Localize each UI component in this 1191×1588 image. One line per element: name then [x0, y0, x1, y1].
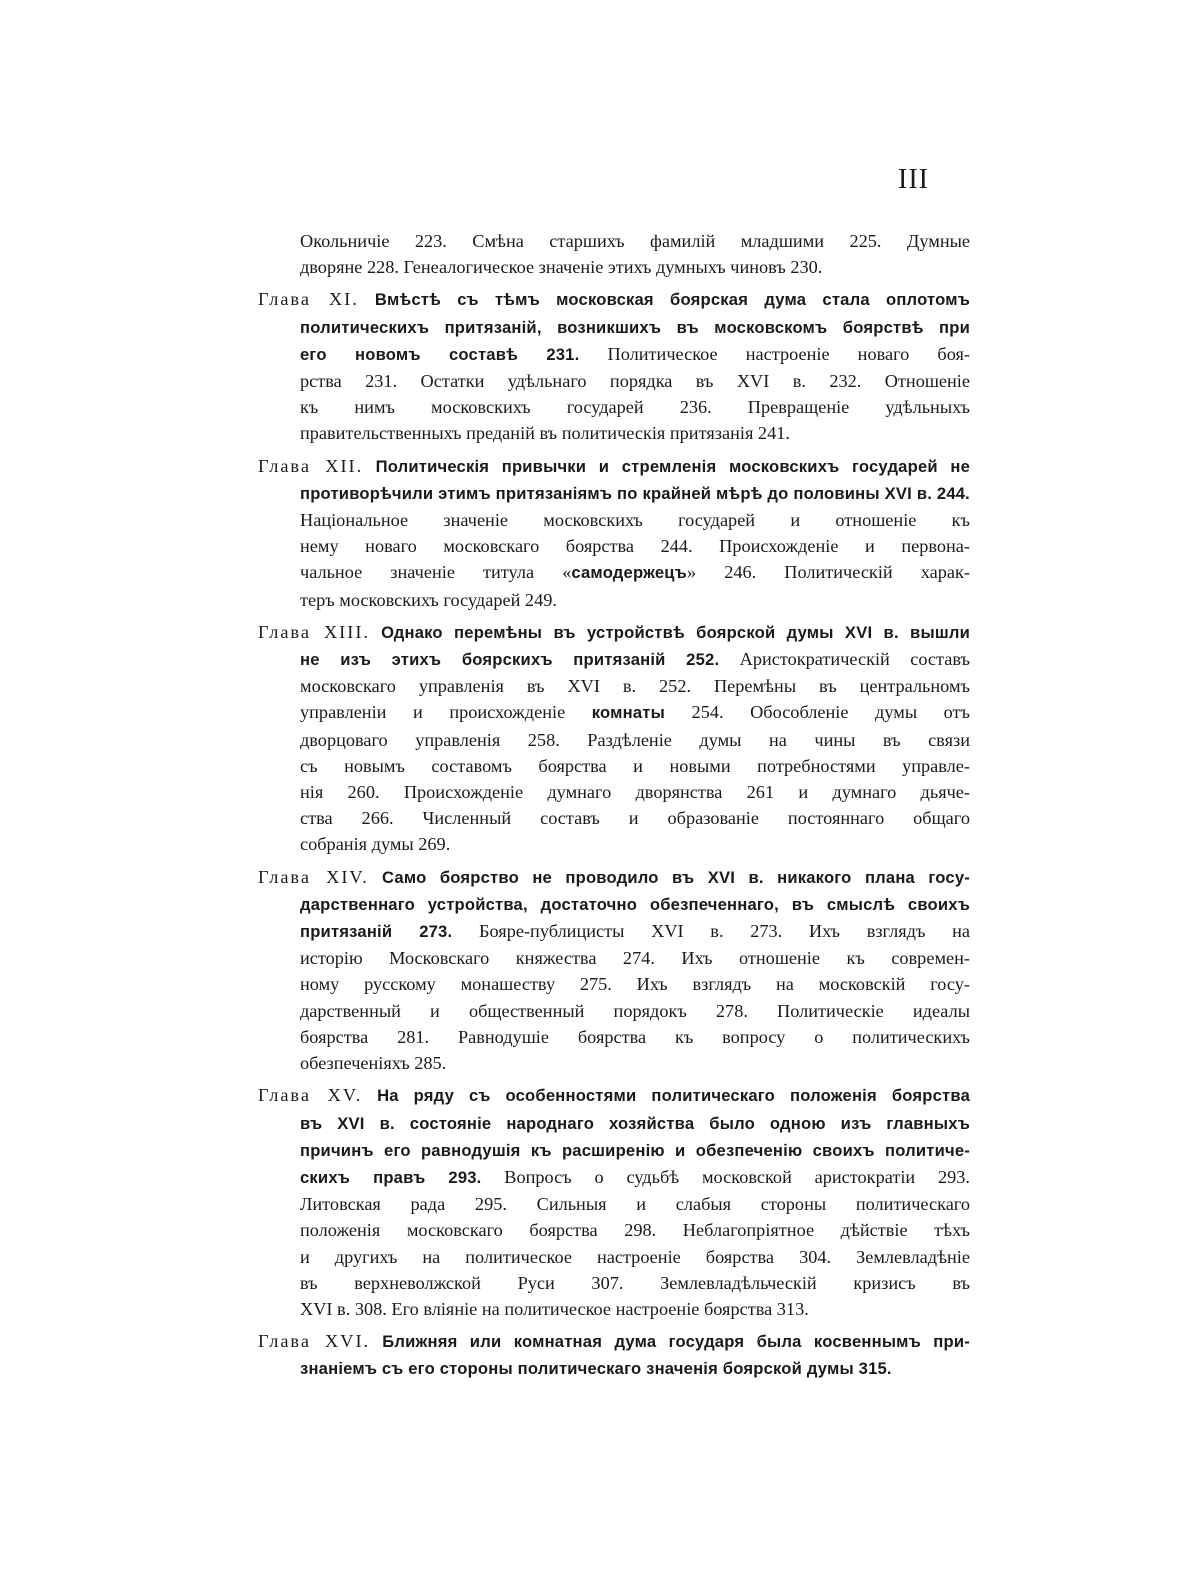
text-line: [258, 673, 970, 699]
detail-text: Политическое настроеніе новаго боя-: [579, 343, 970, 364]
text-line: [258, 1270, 970, 1296]
detail-text: теръ московскихъ государей 249.: [300, 589, 557, 610]
detail-text: обезпеченіяхъ 285.: [300, 1053, 447, 1074]
detail-text: ства 266. Численный составъ и образованіе постояннаго общаго: [300, 808, 970, 829]
chapter-entry: [258, 864, 970, 1077]
table-of-contents: [258, 228, 970, 1389]
text-line: [258, 314, 970, 341]
chapter-entry: [258, 1082, 970, 1322]
detail-text: Литовская рада 295. Сильныя и слабыя стороны политическаго: [300, 1194, 970, 1215]
detail-text: Вопросъ о судьбѣ московской аристократіи 293.: [481, 1166, 970, 1187]
bold-summary-text: причинъ его равнодушія къ расширенію и обезпеченію своихъ политиче-: [300, 1140, 970, 1160]
bold-summary-text: Само боярство не проводило въ XVI в. никакого плана госу-: [382, 867, 970, 887]
bold-summary-text: противорѣчили этимъ притязаніямъ по крайней мѣрѣ до половины XVI в. 244.: [300, 483, 970, 503]
text-line: [258, 971, 970, 997]
bold-summary-text: На ряду съ особенностями политическаго положенія боярства: [377, 1086, 970, 1106]
bold-summary-text: дарственнаго устройства, достаточно обезпеченнаго, въ смыслѣ своихъ: [300, 894, 970, 914]
bold-summary-text: притязаній 273.: [300, 922, 453, 942]
text-line: [258, 1296, 970, 1322]
bold-summary-text: Вмѣстѣ съ тѣмъ московская боярская дума стала оплотомъ: [374, 290, 970, 310]
detail-text: въ верхневолжской Руси 307. Землевладѣльческій кризисъ въ: [300, 1272, 970, 1293]
detail-text: московскаго управленія въ XVI в. 252. Перемѣны въ центральномъ: [300, 676, 970, 697]
text-line: [300, 228, 970, 254]
detail-text: нему новаго московскаго боярства 244. Происхожденіе и первона-: [300, 536, 970, 557]
detail-text: дворцоваго управленія 258. Раздѣленіе думы на чины въ связи: [300, 729, 970, 750]
bold-summary-text: Однако перемѣны въ устройствѣ боярской думы XVI в. вышли: [381, 622, 970, 642]
text-line: [258, 1164, 970, 1191]
text-line: [258, 420, 970, 446]
text-line: [258, 1110, 970, 1137]
chapter-label: Глава XI.: [258, 289, 359, 310]
detail-text: Окольничіе 223. Смѣна старшихъ фамилій младшими 225. Думные: [300, 231, 970, 251]
detail-text: боярства 281. Равнодушіе боярства къ вопросу о политическихъ: [300, 1026, 970, 1047]
text-line: [258, 805, 970, 831]
detail-text: дарственный и общественный порядокъ 278. Политическіе идеалы: [300, 1000, 970, 1021]
text-line: [258, 1355, 970, 1382]
chapter-entry: [258, 1328, 970, 1382]
bold-summary-text: не изъ этихъ боярскихъ притязаній 252.: [300, 650, 720, 670]
text-line: [258, 891, 970, 918]
text-line: [258, 918, 970, 945]
bold-summary-text: его новомъ составѣ 231.: [300, 344, 580, 364]
text-line: [258, 587, 970, 613]
detail-text: ному русскому монашеству 275. Ихъ взглядъ на московскій госу-: [300, 974, 970, 995]
bold-summary-text: знаніемъ съ его стороны политическаго значенія боярской думы 315.: [300, 1359, 892, 1379]
text-line: [258, 864, 970, 891]
detail-text: » 246. Политическій харак-: [686, 562, 971, 583]
text-line: [258, 368, 970, 394]
detail-text: Аристократическій составъ: [719, 649, 970, 670]
detail-text: 254. Обособленіе думы отъ: [665, 702, 970, 723]
continuation-entry: [258, 228, 970, 280]
text-line: [258, 1191, 970, 1217]
bold-summary-text: Политическія привычки и стремленія московскихъ государей не: [375, 456, 970, 476]
text-line: [258, 559, 970, 586]
text-line: [258, 507, 970, 533]
bold-summary-text: политическихъ притязаній, возникшихъ въ московскомъ боярствѣ при: [300, 317, 970, 337]
chapter-entry: [258, 453, 970, 613]
text-line: [258, 619, 970, 646]
detail-text: управленіи и происхожденіе: [300, 702, 592, 723]
chapter-label: Глава XII.: [258, 455, 364, 476]
detail-text: рства 231. Остатки удѣльнаго порядка въ XVI в. 232. Отношеніе: [300, 371, 970, 392]
text-line: [258, 1217, 970, 1243]
detail-text: и другихъ на политическое настроеніе боярства 304. Землевладѣніе: [300, 1246, 970, 1267]
detail-text: чальное значеніе титула «: [300, 562, 572, 583]
text-line: [258, 341, 970, 368]
bold-summary-text: комнаты: [591, 703, 665, 723]
text-line: [258, 1244, 970, 1270]
chapter-label: Глава XVI.: [258, 1331, 371, 1352]
detail-text: исторію Московскаго княжества 274. Ихъ отношеніе къ современ-: [300, 948, 970, 969]
chapter-entry: [258, 286, 970, 446]
bold-summary-text: самодержецъ: [571, 563, 687, 583]
text-line: [258, 453, 970, 480]
text-line: [258, 998, 970, 1024]
text-line: [258, 945, 970, 971]
bold-summary-text: скихъ правъ 293.: [300, 1167, 482, 1187]
text-line: [258, 779, 970, 805]
text-line: [258, 646, 970, 673]
text-line: [258, 533, 970, 559]
text-line: [258, 753, 970, 779]
text-line: [258, 480, 970, 507]
bold-summary-text: Ближняя или комнатная дума государя была косвеннымъ при-: [382, 1332, 970, 1352]
detail-text: дворяне 228. Генеалогическое значеніе этихъ думныхъ чиновъ 230.: [300, 257, 823, 278]
bold-summary-text: въ XVI в. состояніе народнаго хозяйства было одною изъ главныхъ: [300, 1113, 970, 1133]
detail-text: съ новымъ составомъ боярства и новыми потребностями управле-: [300, 755, 970, 776]
text-line: [258, 831, 970, 857]
text-line: [258, 727, 970, 753]
text-line: [258, 1024, 970, 1050]
chapter-label: Глава XV.: [258, 1085, 363, 1106]
text-line: [258, 394, 970, 420]
chapter-label: Глава XIV.: [258, 866, 369, 887]
detail-text: положенія московскаго боярства 298. Неблагопріятное дѣйствіе тѣхъ: [300, 1220, 970, 1241]
detail-text: Бояре-публицисты XVI в. 273. Ихъ взглядъ на: [452, 921, 970, 942]
detail-text: XVI в. 308. Его вліяніе на политическое настроеніе боярства 313.: [300, 1298, 809, 1319]
text-line: [258, 1328, 970, 1355]
detail-text: къ нимъ московскихъ государей 236. Превращеніе удѣльныхъ: [300, 397, 970, 418]
detail-text: собранія думы 269.: [300, 834, 451, 855]
detail-text: правительственныхъ преданій въ политическія притязанія 241.: [300, 423, 790, 444]
detail-text: нія 260. Происхожденіе думнаго дворянства 261 и думнаго дьяче-: [300, 782, 970, 803]
text-line: [258, 1082, 970, 1109]
text-line: [300, 254, 970, 280]
text-line: [258, 1050, 970, 1076]
chapter-entry: [258, 619, 970, 858]
text-line: [258, 286, 970, 313]
text-line: [258, 1137, 970, 1164]
chapter-label: Глава XIII.: [258, 621, 371, 642]
detail-text: Національное значеніе московскихъ государей и отношеніе къ: [300, 510, 970, 531]
page-number: III: [898, 164, 929, 195]
text-line: [258, 699, 970, 726]
